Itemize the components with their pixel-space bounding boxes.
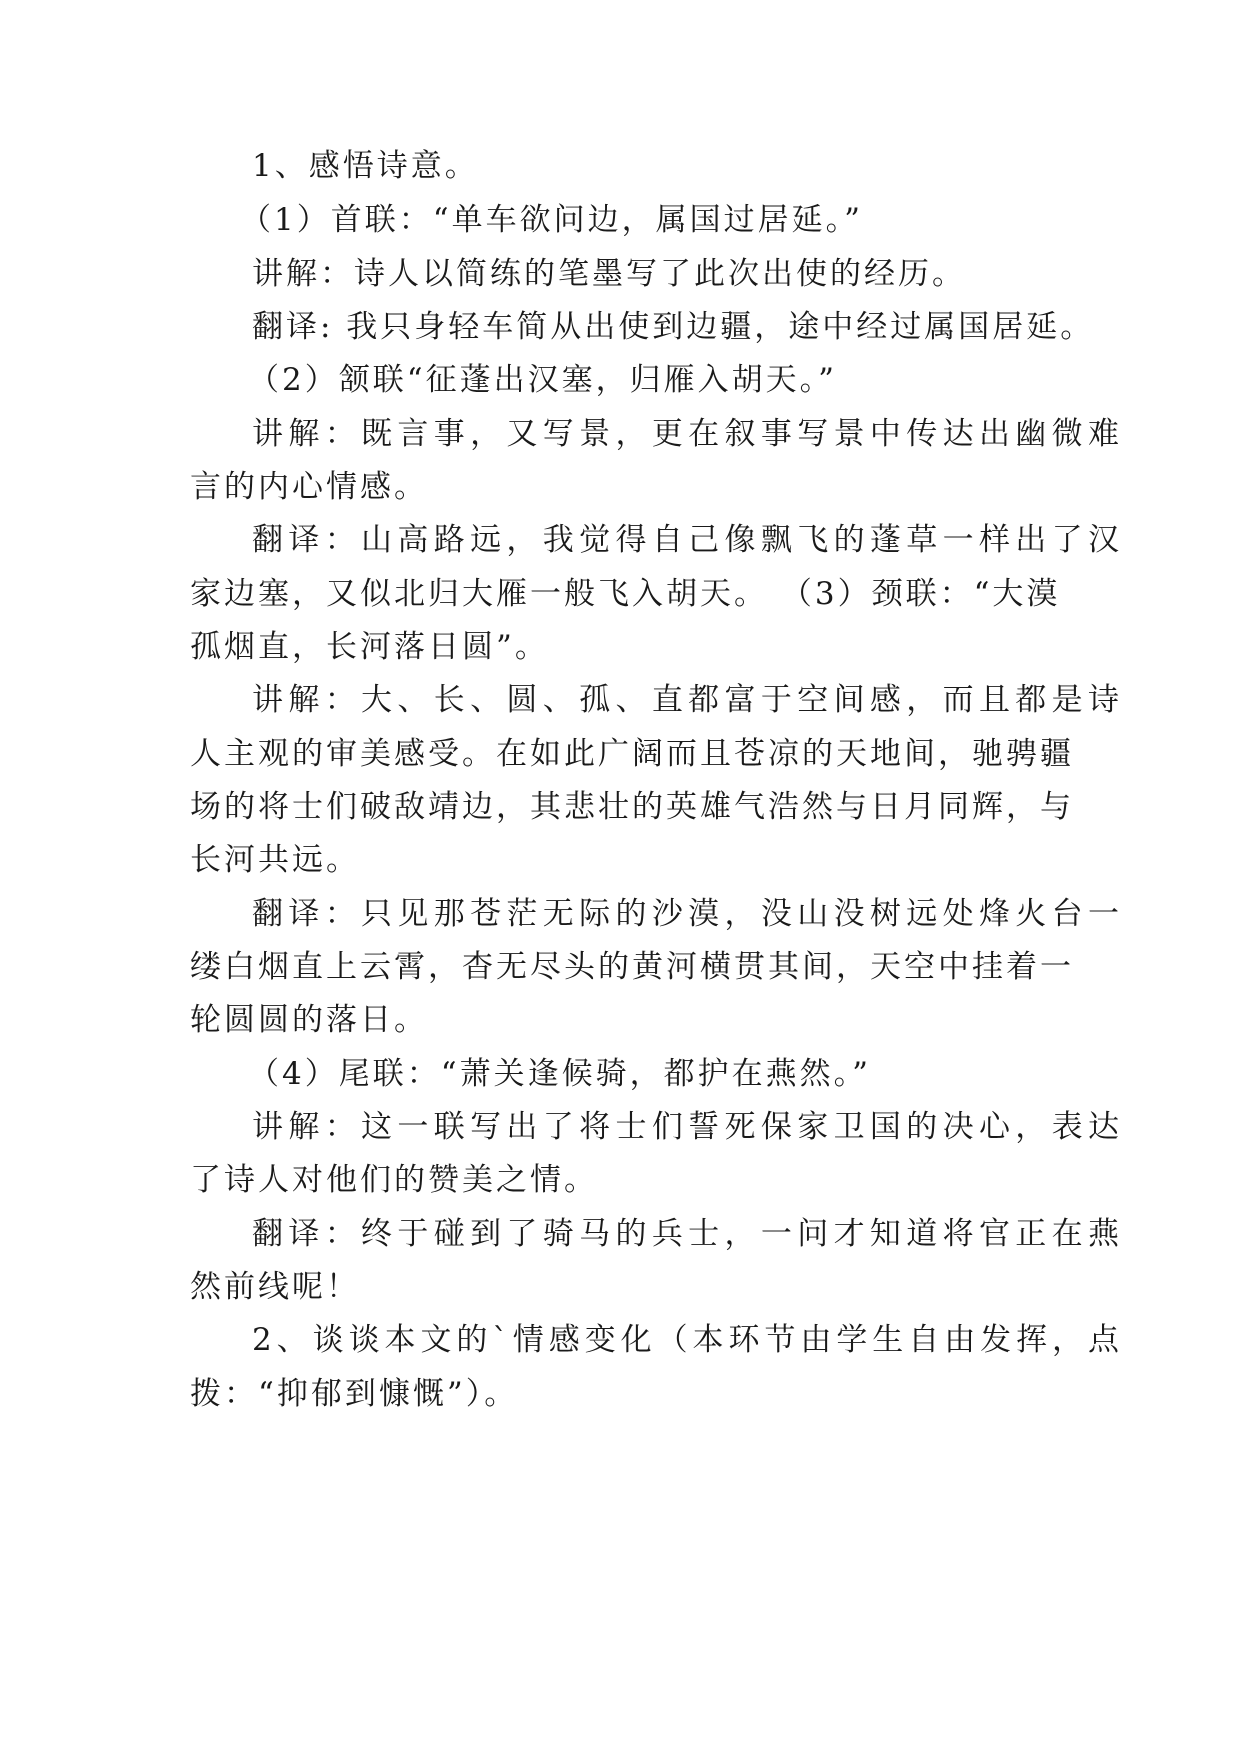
translation-line: 轮圆圆的落日。 [190,1002,428,1038]
couplet-heading-3: 孤烟直，长河落日圆”。 [190,629,549,665]
explanation-line: 言的内心情感。 [190,469,428,505]
section-heading-2-continued: 拨：“抑郁到慷慨”）。 [190,1376,519,1412]
section-heading-1: 1、感悟诗意。 [252,148,479,184]
explanation-line: 讲解：诗人以简练的笔墨写了此次出使的经历。 [252,256,966,292]
couplet-heading-2: （2）颔联“征蓬出汉塞，归雁入胡天。” [248,362,837,398]
couplet-heading-1: （1）首联：“单车欲问边，属国过居延。” [240,202,863,238]
translation-line: 翻译：只见那苍茫无际的沙漠，没山没树远处烽火台一 [252,896,1122,932]
explanation-line: 讲解：既言事，又写景，更在叙事写景中传达出幽微难 [252,416,1122,452]
section-heading-2: 2、谈谈本文的`情感变化（本环节由学生自由发挥，点 [252,1322,1122,1358]
translation-line: 然前线呢！ [190,1269,360,1305]
translation-line: 翻译: 我只身轻车简从出使到边疆，途中经过属国居延。 [252,309,1095,345]
translation-line: 家边塞，又似北归大雁一般飞入胡天。 （3）颈联：“大漠 [190,576,1061,612]
explanation-line: 了诗人对他们的赞美之情。 [190,1162,598,1198]
translation-line: 翻译：山高路远，我觉得自己像飘飞的蓬草一样出了汉 [252,522,1122,558]
explanation-line: 场的将士们破敌靖边，其悲壮的英雄气浩然与日月同辉，与 [190,789,1074,825]
translation-line: 缕白烟直上云霄，杳无尽头的黄河横贯其间，天空中挂着一 [190,949,1074,985]
translation-line: 翻译：终于碰到了骑马的兵士，一问才知道将官正在燕 [252,1216,1122,1252]
explanation-line: 讲解：大、长、圆、孤、直都富于空间感，而且都是诗 [252,682,1122,718]
explanation-line: 长河共远。 [190,842,360,878]
explanation-line: 人主观的审美感受。在如此广阔而且苍凉的天地间，驰骋疆 [190,736,1074,772]
explanation-line: 讲解：这一联写出了将士们誓死保家卫国的决心，表达 [252,1109,1122,1145]
couplet-heading-4: （4）尾联：“萧关逢候骑，都护在燕然。” [248,1056,871,1092]
